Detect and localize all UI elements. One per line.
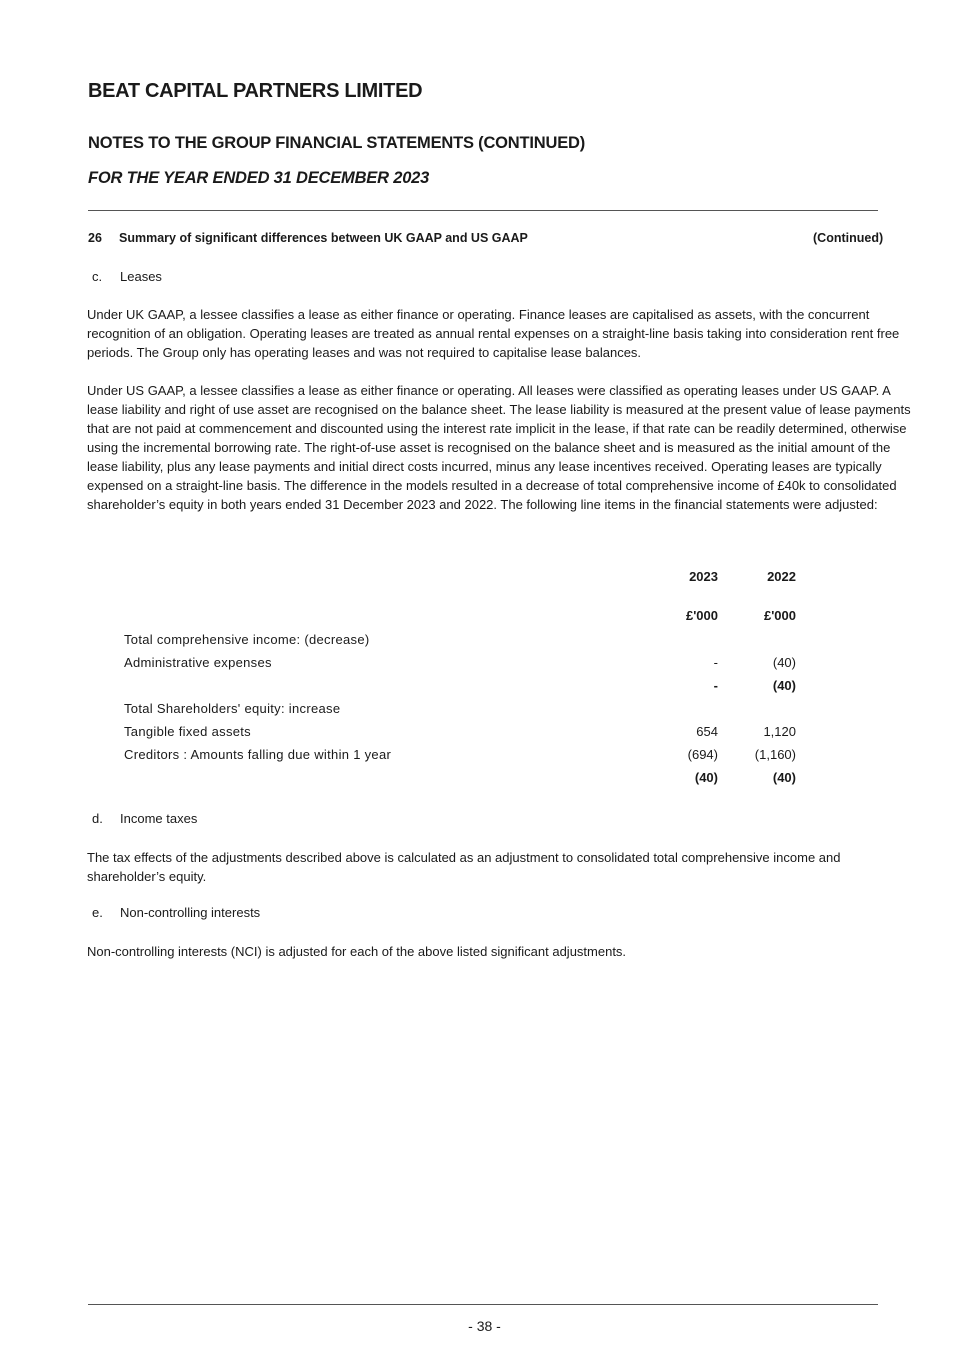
col-unit-2023: £'000 (685, 608, 718, 623)
period-title: FOR THE YEAR ENDED 31 DECEMBER 2023 (88, 169, 430, 187)
nci-letter: e. (92, 905, 103, 920)
tci-total-2022: (40) (772, 678, 796, 693)
notes-title: NOTES TO THE GROUP FINANCIAL STATEMENTS (CONTINUED) (88, 134, 586, 152)
leases-paragraph-uk: Under UK GAAP, a lessee classifies a lease as either finance or operating. Finance leases are capitalised as assets, with the concurrent recognition of an obligation. Operating leases are treated as annual rental expenses on a straight-line basis taking into consideration rent free periods. The Group only has operating leases and was not required to capitalise lease balances. (87, 307, 900, 360)
admin-expenses-2023: - (713, 655, 718, 670)
creditors-label: Creditors : Amounts falling due within 1 year (124, 747, 392, 762)
leases-paragraph-us: Under US GAAP, a lessee classifies a lease as either finance or operating. All leases were classified as operating leases under US GAAP. A lease liability and right of use asset are recognised on the balance sheet. The lease liability is measured at the present value of lease payments that are not paid at commencement and discounted using the interest rate implicit in the lease, if that rate can be readily determined, otherwise using the incremental borrowing rate. The right-of-use asset is recognised on the balance sheet and is measured as the initial amount of the lease liability, plus any lease payments and initial direct costs incurred, minus any lease incentives received. Operating leases are typically expensed on a straight-line basis. The difference in the models resulted in a decrease of total comprehensive income of £40k to consolidated shareholder’s equity in both years ended 31 December 2023 and 2022. The following line items in the financial statements were adjusted: (87, 383, 911, 512)
col-header-2022: 2022 (767, 569, 796, 584)
tci-total-2023: - (713, 678, 718, 693)
header-divider (88, 210, 878, 211)
col-header-2023: 2023 (689, 569, 718, 584)
income-taxes-paragraph: The tax effects of the adjustments described above is calculated as an adjustment to consolidated total comprehensive income and shareholder’s equity. (87, 850, 841, 884)
tangible-assets-label: Tangible fixed assets (124, 724, 251, 739)
leases-letter: c. (92, 269, 103, 284)
creditors-2022: (1,160) (754, 747, 796, 762)
col-unit-2022: £'000 (763, 608, 796, 623)
nci-title: Non-controlling interests (120, 905, 261, 920)
creditors-2023: (694) (687, 747, 718, 762)
income-taxes-title: Income taxes (120, 811, 198, 826)
equity-heading: Total Shareholders' equity: increase (124, 701, 341, 716)
section-continued: (Continued) (813, 231, 884, 245)
section-number: 26 (88, 231, 102, 245)
tci-heading: Total comprehensive income: (decrease) (124, 632, 370, 647)
section-title: Summary of significant differences between UK GAAP and US GAAP (119, 231, 528, 245)
page-number: - 38 - (468, 1318, 501, 1334)
company-name: BEAT CAPITAL PARTNERS LIMITED (88, 80, 423, 102)
admin-expenses-2022: (40) (772, 655, 796, 670)
leases-title: Leases (120, 269, 162, 284)
tangible-assets-2022: 1,120 (763, 724, 796, 739)
nci-paragraph: Non-controlling interests (NCI) is adjusted for each of the above listed significant adjustments. (87, 944, 627, 959)
footer-divider (88, 1304, 878, 1305)
admin-expenses-label: Administrative expenses (124, 655, 272, 670)
tangible-assets-2023: 654 (696, 724, 718, 739)
income-taxes-letter: d. (92, 811, 103, 826)
equity-total-2023: (40) (694, 770, 718, 785)
equity-total-2022: (40) (772, 770, 796, 785)
